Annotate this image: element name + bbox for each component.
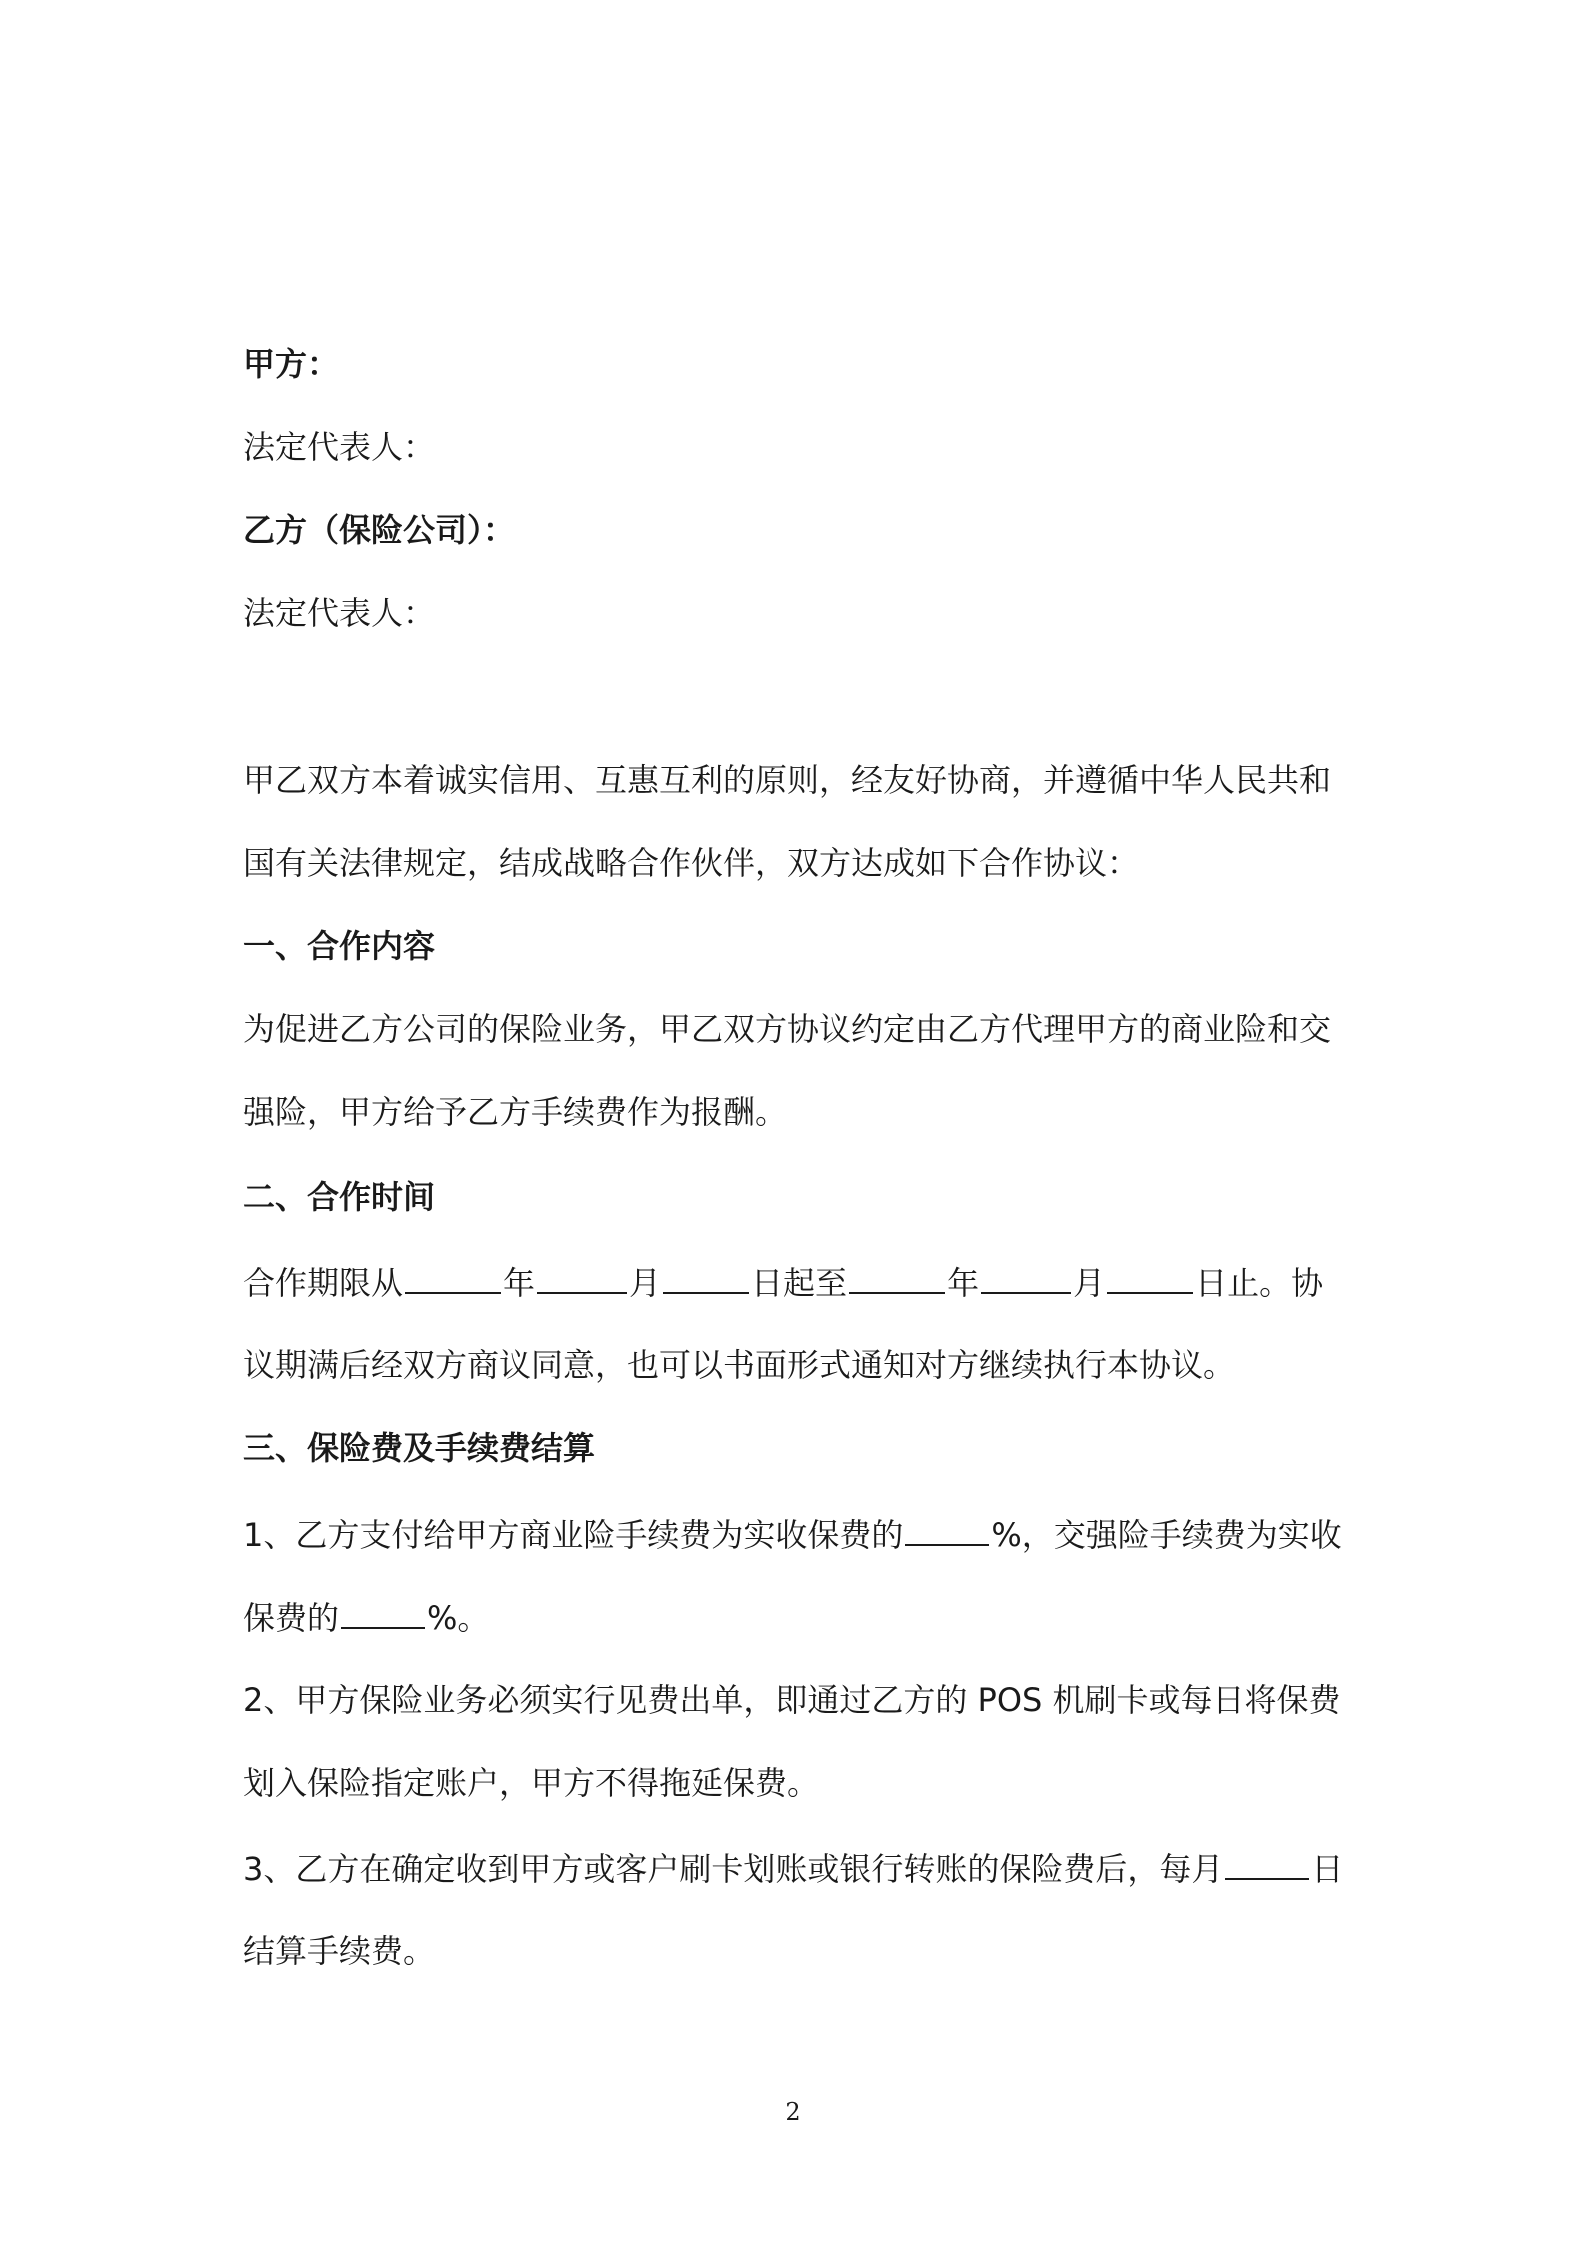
item-1-line-2-suffix: %。 [427, 1599, 490, 1637]
page-number: 2 [785, 2098, 801, 2126]
item-3-line-1 [243, 1848, 1343, 1889]
commercial-insurance-rate-blank[interactable] [905, 1514, 989, 1546]
party-b-label: 乙方（保险公司）： [243, 511, 516, 549]
start-month-blank[interactable] [537, 1262, 627, 1294]
section-1-line-2: 强险，甲方给予乙方手续费作为报酬。 [243, 1093, 788, 1131]
end-day-blank[interactable] [1107, 1262, 1193, 1294]
end-year-label: 年 [947, 1264, 980, 1302]
item-3-line-2: 结算手续费。 [243, 1932, 436, 1970]
start-year-label: 年 [503, 1264, 536, 1302]
party-a-label: 甲方： [243, 345, 340, 383]
item-3-prefix: 3、乙方在确定收到甲方或客户刷卡划账或银行转账的保险费后，每月 [243, 1850, 1224, 1888]
party-a-representative-label: 法定代表人： [243, 428, 436, 466]
settlement-day-blank[interactable] [1225, 1848, 1309, 1880]
item-1-line-2 [243, 1597, 489, 1638]
item-1-suffix: %，交强险手续费为实收 [991, 1516, 1342, 1554]
end-month-label: 月 [1073, 1264, 1106, 1302]
compulsory-insurance-rate-blank[interactable] [341, 1597, 425, 1629]
period-prefix: 合作期限从 [243, 1264, 404, 1302]
section-1-title: 一、合作内容 [243, 927, 436, 965]
end-day-label: 日止。协 [1195, 1264, 1324, 1302]
start-year-blank[interactable] [405, 1262, 501, 1294]
intro-line-1: 甲乙双方本着诚实信用、互惠互利的原则，经友好协商，并遵循中华人民共和 [243, 761, 1332, 799]
section-2-line-2: 议期满后经双方商议同意，也可以书面形式通知对方继续执行本协议。 [243, 1346, 1236, 1384]
section-3-title: 三、保险费及手续费结算 [243, 1429, 596, 1467]
item-3-suffix: 日 [1311, 1850, 1344, 1888]
party-b-representative-label: 法定代表人： [243, 594, 436, 632]
item-1-line-1 [243, 1514, 1342, 1555]
item-1-prefix: 1、乙方支付给甲方商业险手续费为实收保费的 [243, 1516, 904, 1554]
start-day-label: 日起至 [751, 1264, 848, 1302]
start-month-label: 月 [629, 1264, 662, 1302]
intro-line-2: 国有关法律规定，结成战略合作伙伴，双方达成如下合作协议： [243, 844, 1140, 882]
cooperation-period-line [243, 1262, 1323, 1303]
start-day-blank[interactable] [663, 1262, 749, 1294]
section-2-title: 二、合作时间 [243, 1178, 436, 1216]
section-1-line-1: 为促进乙方公司的保险业务，甲乙双方协议约定由乙方代理甲方的商业险和交 [243, 1010, 1332, 1048]
item-1-line-2-prefix: 保费的 [243, 1599, 340, 1637]
end-year-blank[interactable] [849, 1262, 945, 1294]
item-2-line-2: 划入保险指定账户，甲方不得拖延保费。 [243, 1764, 820, 1802]
item-2-line-1: 2、甲方保险业务必须实行见费出单，即通过乙方的 POS 机刷卡或每日将保费 [243, 1681, 1341, 1719]
end-month-blank[interactable] [981, 1262, 1071, 1294]
